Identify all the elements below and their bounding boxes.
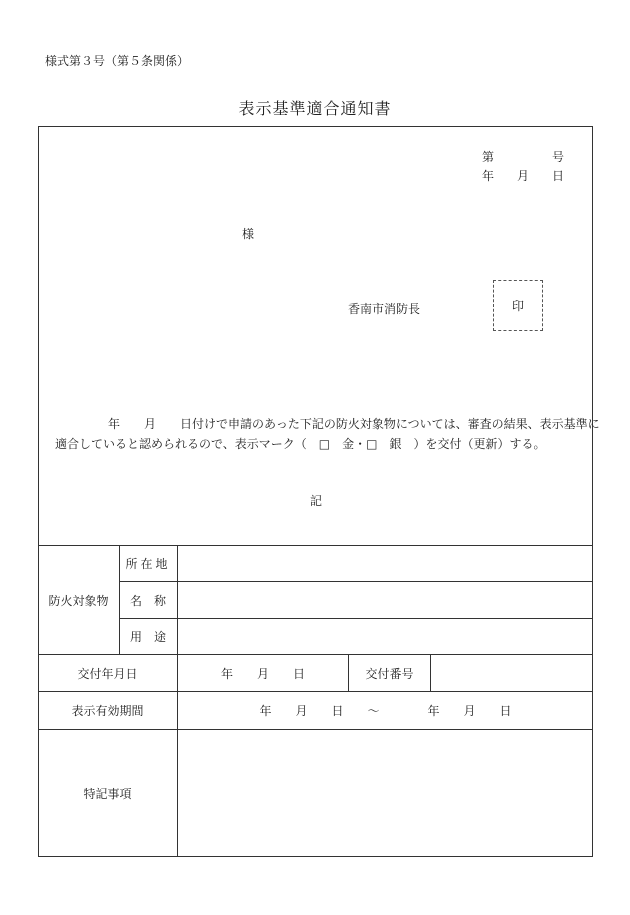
document-title: 表示基準適合通知書 xyxy=(238,99,392,118)
row-line-2 xyxy=(119,618,593,619)
seal-label: 印 xyxy=(511,299,524,313)
issue-date-value: 年 月 日 xyxy=(220,666,305,681)
validity-label: 表示有効期間 xyxy=(71,704,144,718)
row-line-1 xyxy=(119,581,593,582)
name-label: 名 称 xyxy=(129,593,166,608)
location-label-text: 所在地 xyxy=(125,556,171,571)
form-number: 様式第３号（第５条関係） xyxy=(45,54,190,68)
number-suffix: 号 xyxy=(552,150,565,164)
location-label xyxy=(119,545,177,581)
target-label: 防火対象物 xyxy=(48,593,109,608)
addressee-suffix: 様 xyxy=(242,227,255,241)
issuer-name: 香南市消防長 xyxy=(348,302,421,316)
validity-value: 年 月 日 〜 年 月 日 xyxy=(259,704,512,718)
issue-number-label: 交付番号 xyxy=(365,666,414,681)
date-day: 日 xyxy=(552,169,565,183)
special-notes-label: 特記事項 xyxy=(83,787,132,801)
use-label: 用 途 xyxy=(129,629,166,644)
col-line-issue-number xyxy=(430,654,431,691)
date-month: 月 xyxy=(517,169,530,183)
ki-label: 記 xyxy=(310,494,323,508)
seal-box xyxy=(493,280,543,331)
body-line-2: 適合していると認められるので、表示マーク（ □ 金・□ 銀 ）を交付（更新）する。 xyxy=(55,437,546,451)
issue-date-label: 交付年月日 xyxy=(77,666,138,681)
number-prefix: 第 xyxy=(482,150,495,164)
date-year: 年 xyxy=(482,169,495,183)
body-line-1: 年 月 日付けで申請のあった下記の防火対象物については、審査の結果、表示基準に xyxy=(108,417,600,431)
